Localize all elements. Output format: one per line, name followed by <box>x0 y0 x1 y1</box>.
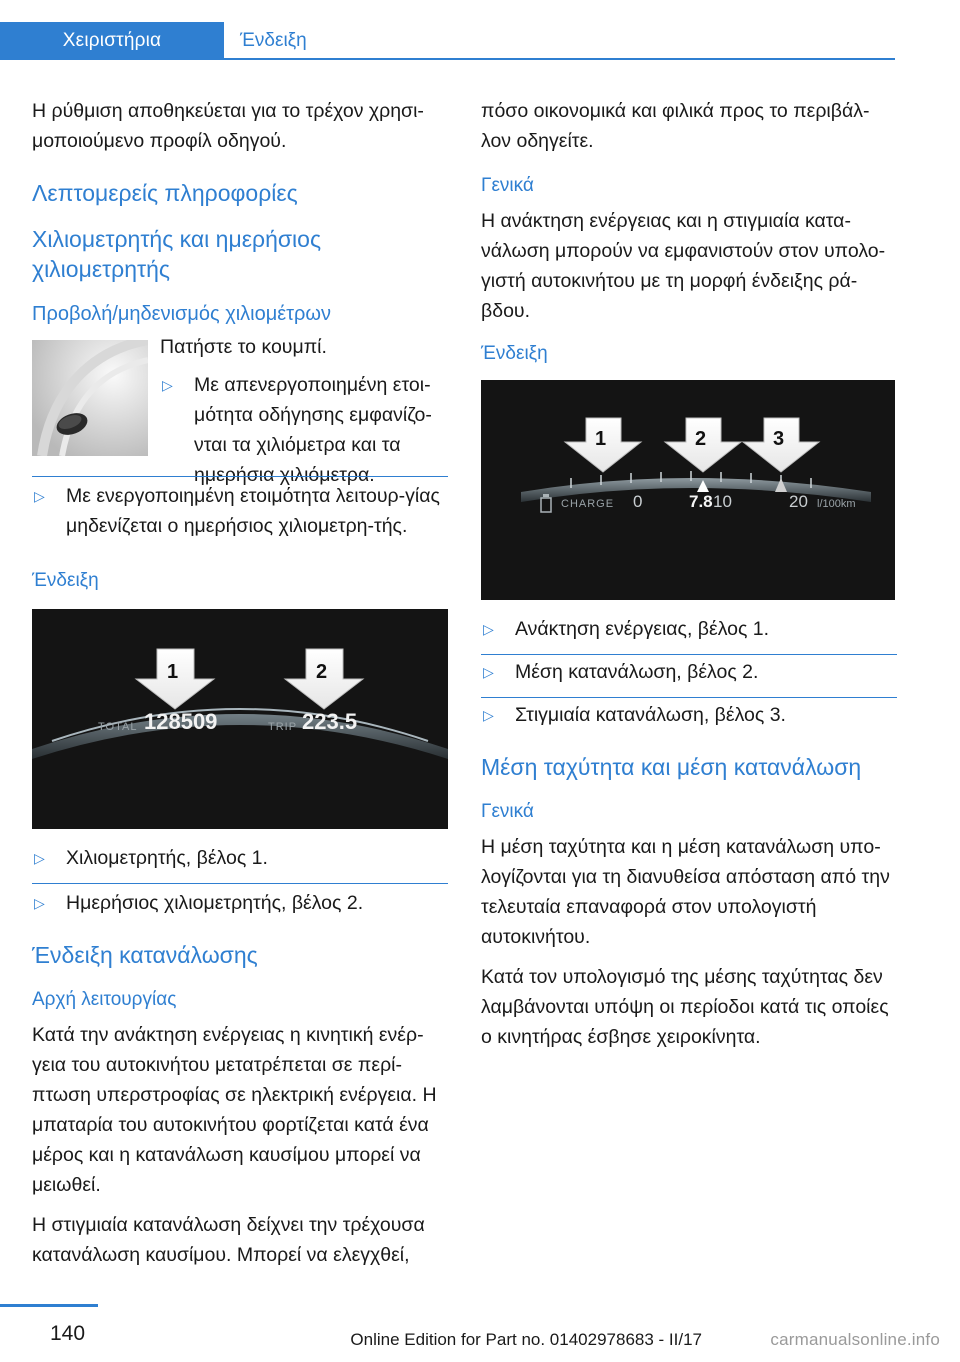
heading-average: Μέση ταχύτητα και μέση κατανάλωση <box>481 754 862 780</box>
consumption-list <box>481 614 897 730</box>
trip-button-image <box>32 340 148 456</box>
intro-paragraph: Η ρύθμιση αποθηκεύεται για το τρέχον χρησι-μοποιούμενο προφίλ οδηγού. <box>32 100 424 152</box>
list-item <box>481 654 897 687</box>
right-column <box>481 96 897 1062</box>
triangle-bullet-icon: ▷ <box>34 488 45 504</box>
list-item <box>32 476 448 541</box>
active-list <box>32 476 448 541</box>
heading-display-2: Ένδειξη <box>481 343 548 364</box>
list-item <box>481 697 897 730</box>
scale-zero: 0 <box>633 492 643 511</box>
odometer-display-image <box>32 609 448 829</box>
continued-paragraph: πόσο οικονομικά και φιλικά προς το περιβάλ-λον οδηγείτε. <box>481 100 870 152</box>
button-section <box>32 338 448 588</box>
triangle-bullet-icon: ▷ <box>162 377 173 393</box>
tab-controls[interactable]: Χειριστήρια <box>0 22 224 60</box>
list-item-text: Χιλιομετρητής, βέλος 1. <box>66 847 268 869</box>
instant-paragraph: Η στιγμιαία κατανάλωση δείχνει την τρέχουσα κατανάλωση καυσίμου. Μπορεί να ελεγχθεί, <box>32 1214 425 1266</box>
heading-odometer: Χιλιομετρητής και ημερήσιος χιλιομετρητής <box>32 226 322 282</box>
list-item-text: Στιγμιαία κατανάλωση, βέλος 3. <box>515 704 786 726</box>
edition-text: Online Edition for Part no. 01402978683 - II/17 <box>350 1330 702 1349</box>
triangle-bullet-icon: ▷ <box>34 850 45 866</box>
principle-paragraph: Κατά την ανάκτηση ενέργειας η κινητική ενέρ-γεια του αυτοκινήτου μετατρέπεται σε περί-πτωση υπερστροφίας σε ηλεκτρική ενέργεια. Η μπαταρία του αυτοκινήτου φορτίζεται κατά ένα μέρος και η κατανάλωση καυσίμου μπορεί να μειωθεί. <box>32 1024 437 1196</box>
list-item-text: Ανάκτηση ενέργειας, βέλος 1. <box>515 618 770 640</box>
footer-rule <box>0 1304 98 1307</box>
list-item <box>32 843 448 873</box>
heading-general-2: Γενικά <box>481 801 534 822</box>
average-paragraph-1: Η μέση ταχύτητα και η μέση κατανάλωση υπο-λογίζονται για τη διανυθείσα απόσταση από την τελευταία επαναφορά στον υπολογιστή αυτοκινήτου. <box>481 836 890 948</box>
triangle-bullet-icon: ▷ <box>483 621 494 637</box>
arrow-3-label: 3 <box>773 428 785 450</box>
page-number: 140 <box>50 1322 86 1345</box>
trip-label: TRIP <box>268 721 298 733</box>
odometer-list <box>32 843 448 918</box>
watermark-text: carmanualsonline.info <box>770 1330 940 1349</box>
total-label: TOTAL <box>98 721 138 733</box>
press-button-text: Πατήστε το κουμπί. <box>160 336 327 358</box>
list-item-text: Με απενεργοποιημένη ετοι-μότητα οδήγησης εμφανίζο-νται τα χιλιόμετρα και τα ημερήσια χιλιόμετρα. <box>194 374 432 486</box>
heading-details: Λεπτομερείς πληροφορίες <box>32 180 298 206</box>
general-paragraph: Η ανάκτηση ενέργειας και η στιγμιαία κατα-νάλωση μπορούν να εμφανιστούν στον υπολο-γιστή αυτοκινήτου με τη μορφή ένδειξης ρά-βδου. <box>481 210 886 322</box>
triangle-bullet-icon: ▷ <box>34 895 45 911</box>
heading-display-1: Ένδειξη <box>32 570 99 591</box>
list-item <box>160 370 450 490</box>
heading-principle: Αρχή λειτουργίας <box>32 989 177 1010</box>
charge-label: CHARGE <box>561 498 615 510</box>
heading-general-1: Γενικά <box>481 175 534 196</box>
trip-value: 223.5 <box>302 709 358 734</box>
list-item <box>32 883 448 918</box>
list-item-text: Με ενεργοποιημένη ετοιμότητα λειτουρ-γίας μηδενίζεται ο ημερήσιος χιλιομετρη-τής. <box>66 485 440 537</box>
scale-ten: 10 <box>713 492 732 511</box>
arrow-1-label: 1 <box>167 661 179 683</box>
consumption-display-image <box>481 380 895 600</box>
list-item-text: Ημερήσιος χιλιομετρητής, βέλος 2. <box>66 892 364 914</box>
heading-display-reset: Προβολή/μηδενισμός χιλιομέτρων <box>32 303 332 325</box>
header-rule <box>224 58 895 60</box>
arrow-2-label: 2 <box>695 428 707 450</box>
heading-consumption: Ένδειξη κατανάλωσης <box>32 942 258 968</box>
list-item-text: Μέση κατανάλωση, βέλος 2. <box>515 661 759 683</box>
total-value: 128509 <box>144 709 218 734</box>
page-header <box>0 0 960 64</box>
triangle-bullet-icon: ▷ <box>483 707 494 723</box>
scale-twenty: 20 <box>789 492 808 511</box>
triangle-bullet-icon: ▷ <box>483 664 494 680</box>
tab-display[interactable]: Ένδειξη <box>240 30 307 51</box>
average-value: 7.8 <box>689 492 713 511</box>
average-paragraph-2: Κατά τον υπολογισμό της μέσης ταχύτητας δεν λαμβάνονται υπόψη οι περίοδοι κατά τις οποίες ο κινητήρας έσβησε χειροκίνητα. <box>481 966 889 1048</box>
left-column <box>32 96 448 1280</box>
arrow-2-label: 2 <box>316 661 328 683</box>
arrow-1-label: 1 <box>595 428 607 450</box>
unit-label: l/100km <box>817 498 856 510</box>
list-item <box>481 614 897 644</box>
